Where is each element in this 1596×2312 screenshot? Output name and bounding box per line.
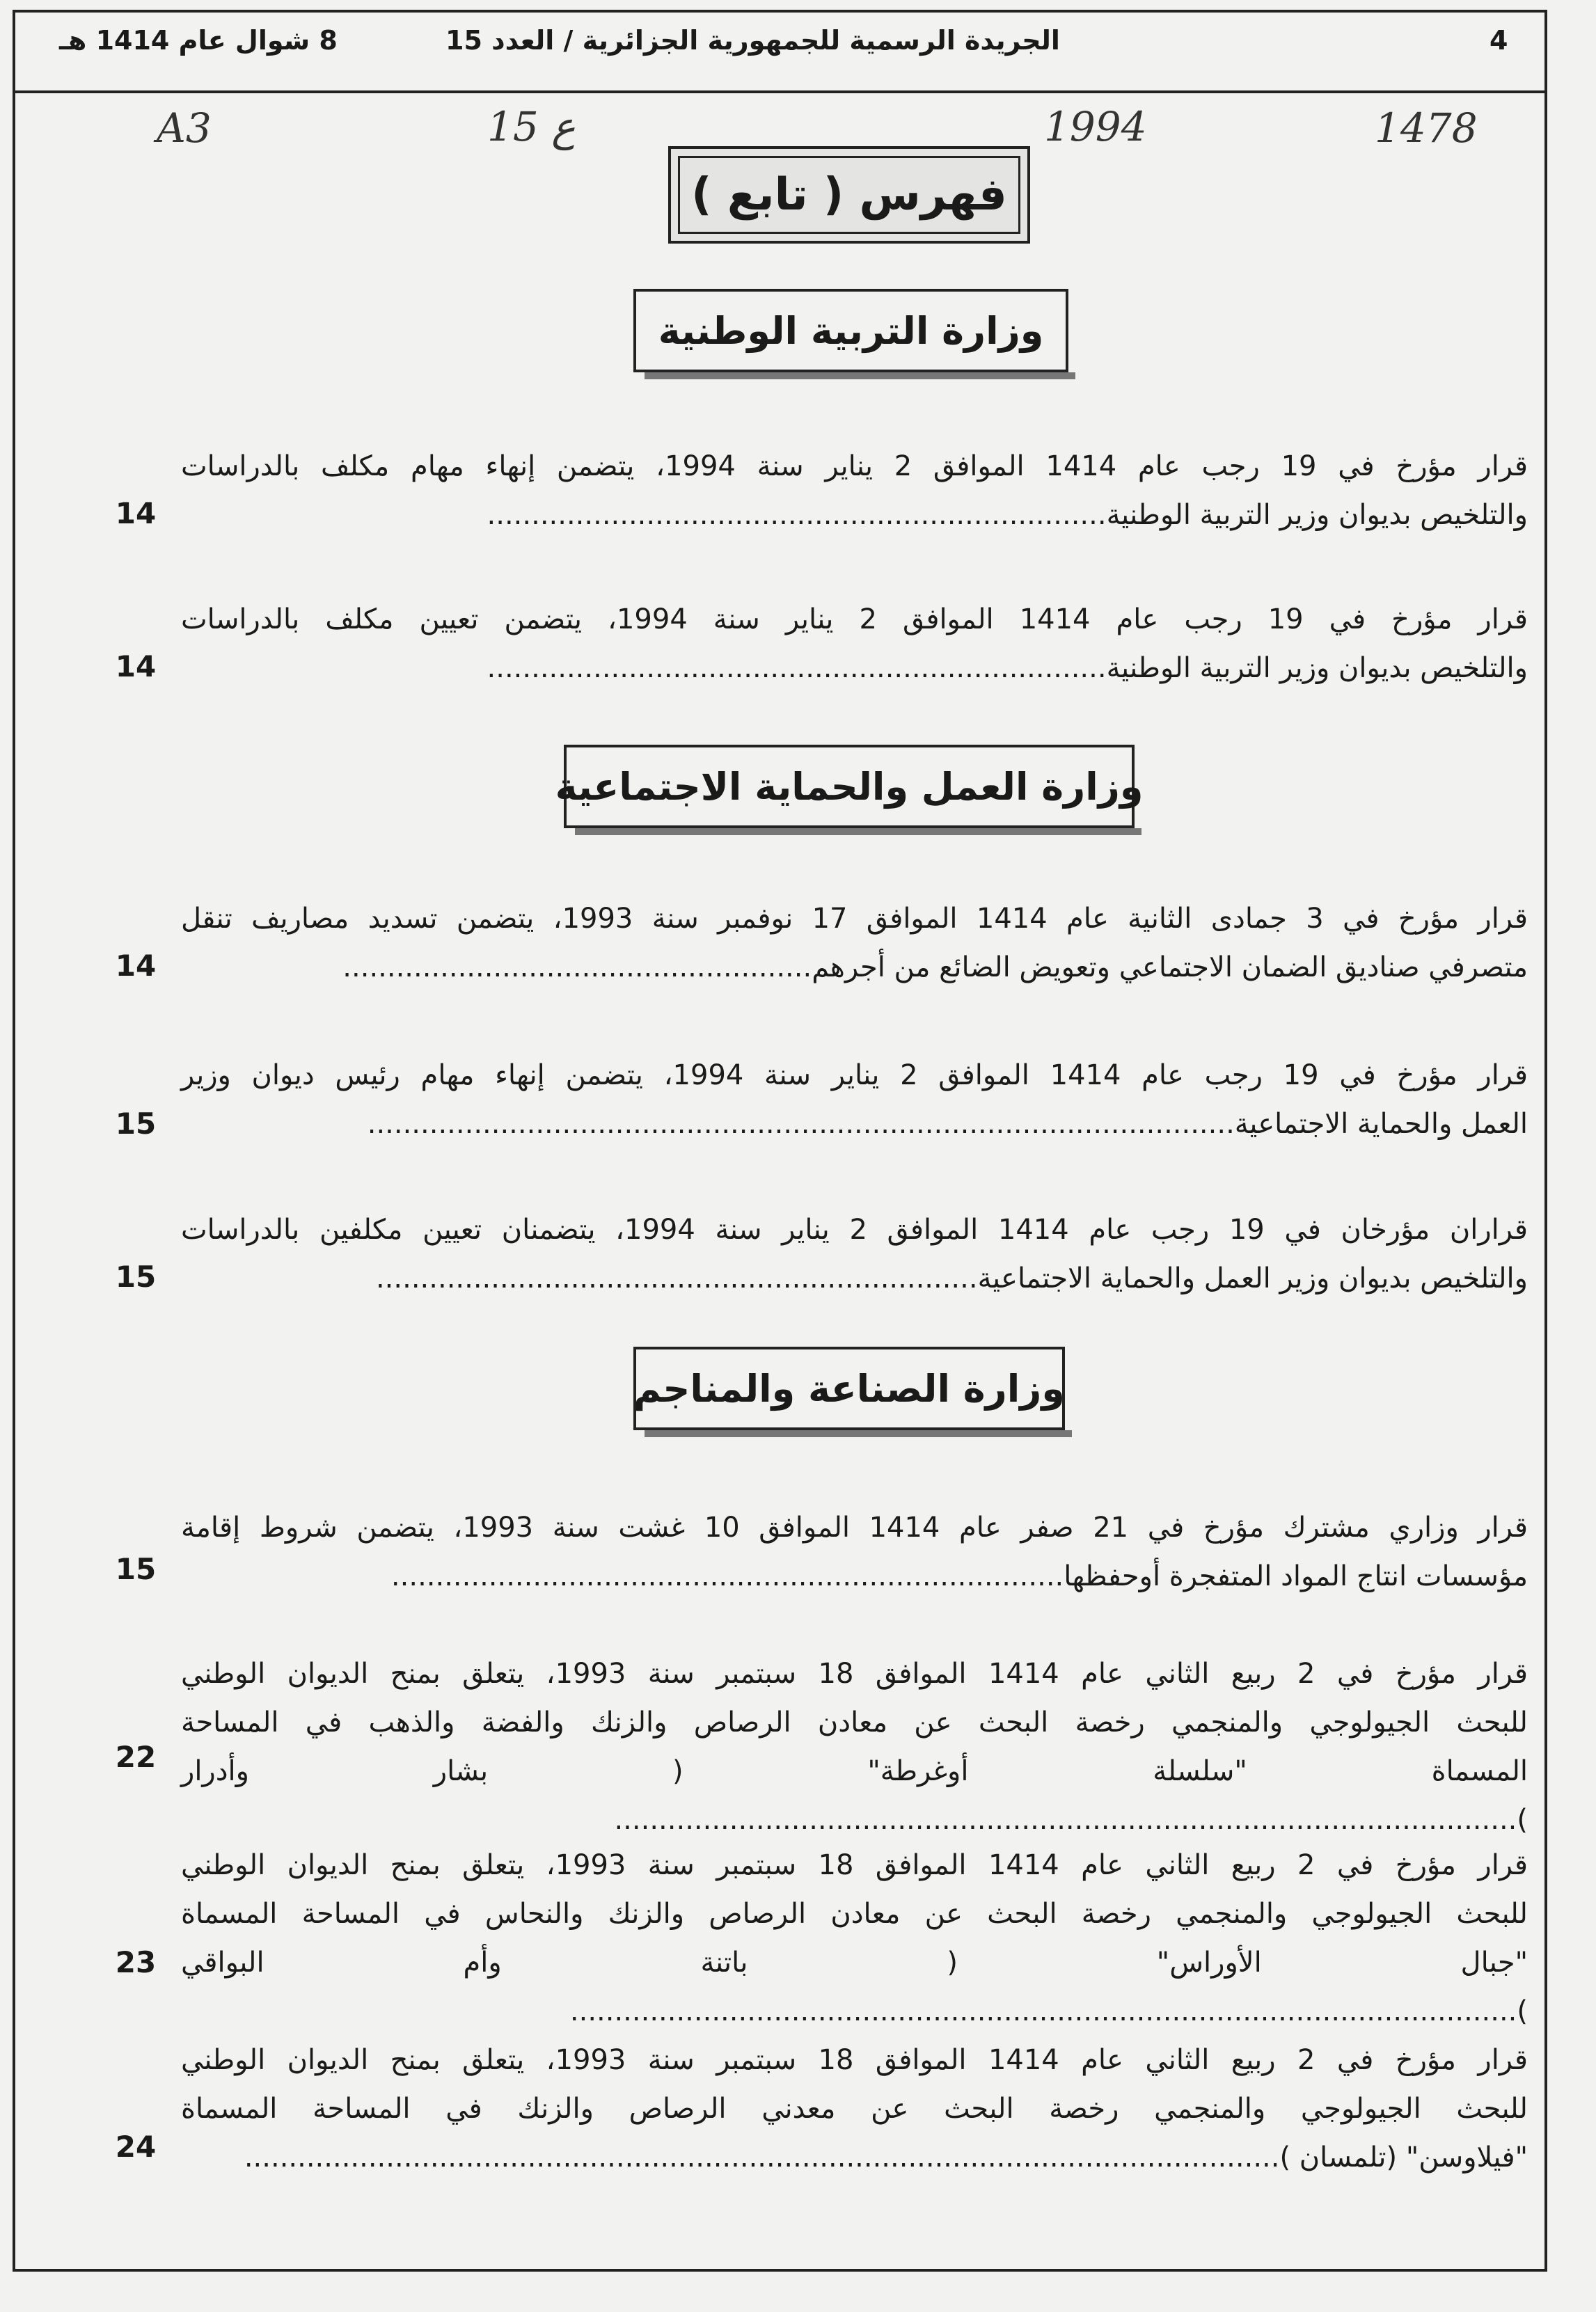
gazette-title: الجريدة الرسمية للجمهورية الجزائرية / العدد 15 <box>445 25 1060 56</box>
handwritten-a3: A3 <box>157 104 212 152</box>
entry-line: "جبال الأوراس" ( باتنة وأم البواقي )........................................................................................................... <box>181 1947 1528 2027</box>
toc-entry <box>181 595 1528 692</box>
entry-line: مؤسسات انتاج المواد المتفجرة أوحفظها............................................................................ <box>390 1560 1528 1592</box>
entry-line: قرار مؤرخ في 19 رجب عام 1414 الموافق 2 يناير سنة 1994، يتضمن إنهاء مهام مكلف بالدراسات <box>181 450 1528 482</box>
entry-line: قرار مؤرخ في 2 ربيع الثاني عام 1414 الموافق 18 سبتمبر سنة 1993، يتعلق بمنح الديوان الوطني <box>181 1658 1528 1690</box>
entry-line: "فيلاوسن" (تلمسان )..................................................................................................................... <box>244 2141 1528 2174</box>
entry-page-number: 15 <box>115 1107 157 1141</box>
toc-entry <box>181 2036 1528 2182</box>
entry-line: والتلخيص بديوان وزير التربية الوطنية...................................................................... <box>487 499 1528 531</box>
entry-line: قرار وزاري مشترك مؤرخ في 21 صفر عام 1414 الموافق 10 غشت سنة 1993، يتضمن شروط إقامة <box>181 1512 1528 1544</box>
entry-line: قرار مؤرخ في 19 رجب عام 1414 الموافق 2 يناير سنة 1994، يتضمن تعيين مكلف بالدراسات <box>181 603 1528 635</box>
entry-line: للبحث الجيولوجي والمنجمي رخصة البحث عن معدني الرصاص والزنك في المساحة المسماة <box>181 2093 1528 2125</box>
entry-line: قرار مؤرخ في 2 ربيع الثاني عام 1414 الموافق 18 سبتمبر سنة 1993، يتعلق بمنح الديوان الوطني <box>181 2044 1528 2076</box>
toc-entry <box>181 1649 1528 1844</box>
handwritten-issue-mark: 15 ع <box>487 103 576 150</box>
toc-entry <box>181 894 1528 992</box>
entry-line: متصرفي صناديق الضمان الاجتماعي وتعويض الضائع من أجرهم..................................................... <box>342 951 1528 983</box>
entry-line: قرار مؤرخ في 3 جمادى الثانية عام 1414 الموافق 17 نوفمبر سنة 1993، يتضمن تسديد مصاريف تنقل <box>181 903 1528 935</box>
entry-line: المسماة "سلسلة أوغرطة" ( بشار وأدرار )...................................................................................................... <box>181 1755 1528 1836</box>
entry-page-number: 14 <box>115 496 157 530</box>
entry-page-number: 15 <box>115 1552 157 1586</box>
entry-page-number: 22 <box>115 1740 157 1774</box>
index-continued-title: فهرس ( تابع ) <box>668 146 1030 244</box>
toc-entry <box>181 1841 1528 2036</box>
section-title-education: وزارة التربية الوطنية <box>633 289 1068 372</box>
toc-entry <box>181 442 1528 539</box>
entry-line: قرار مؤرخ في 2 ربيع الثاني عام 1414 الموافق 18 سبتمبر سنة 1993، يتعلق بمنح الديوان الوطني <box>181 1849 1528 1881</box>
page-number: 4 <box>1490 25 1508 56</box>
toc-entry <box>181 1051 1528 1148</box>
handwritten-folio: 1478 <box>1375 104 1478 152</box>
entry-page-number: 15 <box>115 1260 157 1294</box>
entry-page-number: 14 <box>115 949 157 983</box>
entry-line: والتلخيص بديوان وزير العمل والحماية الاجتماعية.................................................................... <box>375 1262 1528 1294</box>
section-title-labour: وزارة العمل والحماية الاجتماعية <box>564 745 1135 828</box>
entry-line: قراران مؤرخان في 19 رجب عام 1414 الموافق 2 يناير سنة 1994، يتضمنان تعيين مكلفين بالدراسات <box>181 1214 1528 1246</box>
entry-line: العمل والحماية الاجتماعية.................................................................................................. <box>367 1108 1528 1140</box>
entry-line: والتلخيص بديوان وزير التربية الوطنية...................................................................... <box>487 652 1528 684</box>
handwritten-year: 1994 <box>1044 103 1147 150</box>
toc-entry <box>181 1205 1528 1303</box>
entry-page-number: 23 <box>115 1945 157 1979</box>
section-title-industry: وزارة الصناعة والمناجم <box>633 1347 1065 1430</box>
issue-date: 8 شوال عام 1414 هـ <box>59 25 338 56</box>
entry-page-number: 24 <box>115 2130 157 2164</box>
entry-page-number: 14 <box>115 649 157 683</box>
entry-line: قرار مؤرخ في 19 رجب عام 1414 الموافق 2 يناير سنة 1994، يتضمن إنهاء مهام رئيس ديوان وزير <box>181 1059 1528 1091</box>
entry-line: للبحث الجيولوجي والمنجمي رخصة البحث عن معادن الرصاص والزنك والنحاس في المساحة المسماة <box>181 1898 1528 1930</box>
entry-line: للبحث الجيولوجي والمنجمي رخصة البحث عن معادن الرصاص والزنك والفضة والذهب في المساحة <box>181 1707 1528 1739</box>
toc-entry <box>181 1503 1528 1601</box>
